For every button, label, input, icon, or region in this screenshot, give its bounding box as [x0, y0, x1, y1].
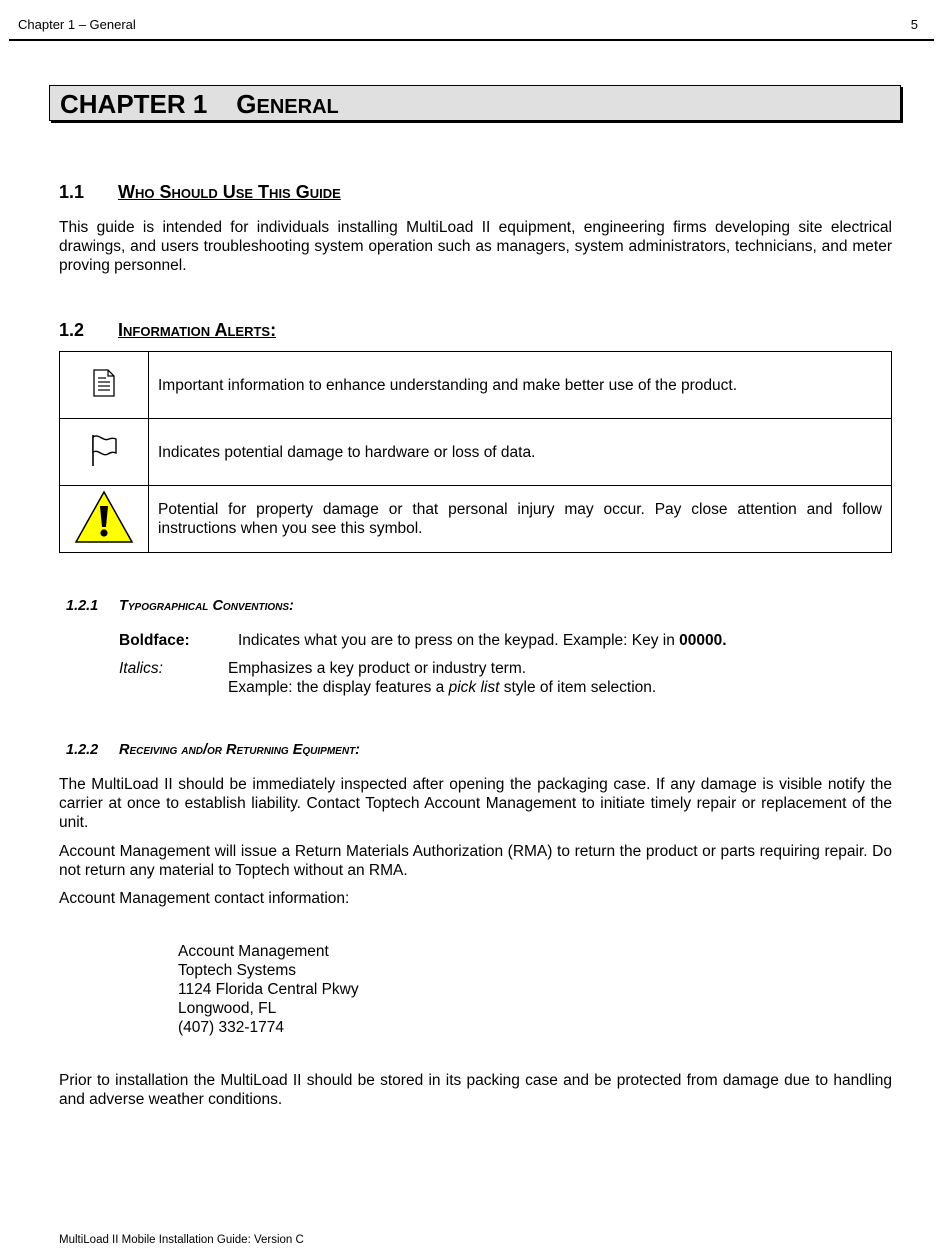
boldface-example: 00000. [679, 632, 727, 649]
note-icon [92, 368, 116, 398]
italics-label: Italics: [119, 660, 163, 677]
icon-cell [60, 486, 149, 553]
information-alerts-table [59, 351, 892, 553]
italics-description [228, 659, 656, 697]
subsection-heading-1-2-1 [66, 597, 886, 615]
chapter-banner [49, 85, 901, 121]
section-number: 1.1 [59, 182, 85, 202]
section-1-2-2-para-2 [59, 842, 892, 880]
text: Example: the display features a [228, 679, 449, 696]
text: style of item selection. [499, 679, 657, 696]
warning-icon [74, 490, 134, 544]
phone-number: (407) 332-1774 [178, 1019, 284, 1036]
subsection-title: Receiving and/or Returning Equipment: [119, 742, 361, 758]
paragraph: Account Management contact information: [59, 890, 350, 907]
section-heading-1-2 [59, 319, 892, 341]
section-1-2-2-para-4 [59, 1071, 892, 1109]
subsection-number: 1.2.2 [66, 742, 99, 758]
running-header-title: Chapter 1 – General [18, 17, 136, 32]
section-1-2-2-para-1 [59, 775, 892, 832]
header-rule [9, 39, 934, 41]
flag-icon [89, 432, 119, 468]
address-line: 1124 Florida Central Pkwy [178, 981, 359, 998]
address-line: Longwood, FL [178, 1000, 277, 1017]
alert-text: Indicates potential damage to hardware or loss of data. [149, 419, 892, 486]
section-heading-1-1 [59, 181, 892, 203]
paragraph: Account Management will issue a Return Materials Authorization (RMA) to return the product or parts requiring repair. Do not return any material to Toptech without an RMA. [59, 843, 892, 879]
chapter-title-rest: ENERAL [256, 96, 339, 118]
page-number: 5 [910, 17, 918, 32]
paragraph: The MultiLoad II should be immediately inspected after opening the packaging case. If any damage is visible notify the carrier at once to establish liability. Contact Toptech Account Management to initiate timely repair or replacement of the unit. [59, 776, 892, 831]
italics-line-1: Emphasizes a key product or industry term. [228, 660, 527, 677]
address-line: Account Management [178, 943, 329, 960]
subsection-number: 1.2.1 [66, 598, 99, 614]
chapter-label: CHAPTER 1 [60, 89, 208, 119]
icon-cell [60, 419, 149, 486]
boldface-text: Indicates what you are to press on the keypad. Example: Key in [238, 632, 680, 649]
section-1-2-2-para-3 [59, 889, 892, 908]
italic-term: pick list [448, 679, 500, 696]
boldface-description [238, 631, 727, 650]
table-row [60, 419, 892, 486]
chapter-title [60, 88, 339, 123]
section-1-1-body [59, 218, 892, 275]
paragraph: Prior to installation the MultiLoad II should be stored in its packing case and be protected from damage due to handling and adverse weather conditions. [59, 1072, 892, 1108]
paragraph: This guide is intended for individuals installing MultiLoad II equipment, engineering firms developing site electrical drawings, and users troubleshooting system operation such as managers, system administrators, technicians, and meter proving personnel. [59, 219, 892, 274]
section-title: Who Should Use This Guide [118, 182, 341, 202]
page-footer: MultiLoad II Mobile Installation Guide: Version C [59, 1234, 304, 1246]
italics-line-2 [228, 678, 656, 697]
section-number: 1.2 [59, 320, 85, 340]
alert-text: Important information to enhance understanding and make better use of the product. [149, 352, 892, 419]
table-row [60, 352, 892, 419]
section-title: Information Alerts: [118, 320, 277, 340]
subsection-heading-1-2-2 [66, 741, 886, 759]
icon-cell [60, 352, 149, 419]
table-row [60, 486, 892, 553]
chapter-title-initial: G [236, 89, 257, 119]
subsection-title: Typographical Conventions: [119, 598, 294, 614]
boldface-label: Boldface: [119, 632, 190, 649]
alert-text: Potential for property damage or that personal injury may occur. Pay close attention and follow instructions when you see this symbol. [149, 486, 892, 553]
address-line: Toptech Systems [178, 962, 297, 979]
contact-address [178, 942, 359, 1037]
